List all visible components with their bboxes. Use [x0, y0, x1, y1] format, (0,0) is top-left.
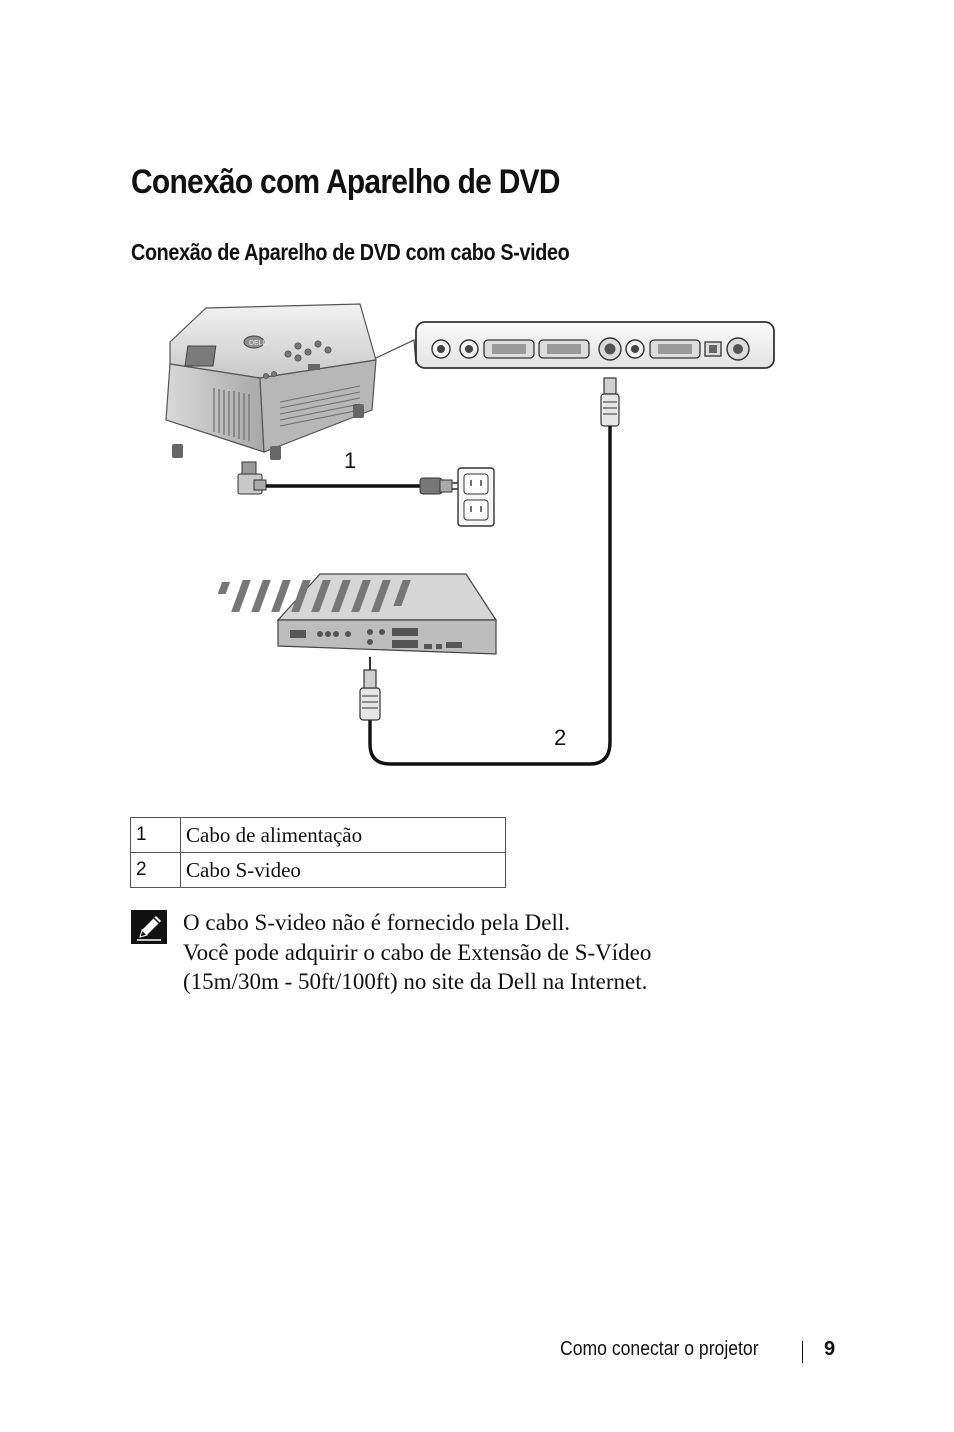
projector	[166, 304, 376, 460]
legend-number: 1	[131, 818, 181, 853]
note-pencil-icon	[131, 910, 167, 944]
legend-label: Cabo de alimentação	[181, 818, 506, 853]
page-title: Conexão com Aparelho de DVD	[131, 163, 560, 201]
dvd-player	[218, 574, 496, 654]
note-line: Você pode adquirir o cabo de Extensão de S-Vídeo	[183, 939, 652, 965]
footer-separator	[802, 1341, 803, 1363]
legend-number: 2	[131, 853, 181, 888]
projector-logo: DELL	[249, 340, 267, 347]
note-line: O cabo S-video não é fornecido pela Dell.	[183, 910, 571, 935]
note-text	[183, 908, 651, 997]
legend-label: Cabo S-video	[181, 853, 506, 888]
footer-section-title: Como conectar o projetor	[560, 1338, 759, 1360]
table-row	[131, 853, 506, 888]
section-subtitle: Conexão de Aparelho de DVD com cabo S-video	[131, 239, 570, 265]
callout-2: 2	[554, 725, 567, 750]
connector-panel	[416, 322, 774, 368]
legend-table	[130, 817, 506, 888]
table-row	[131, 818, 506, 853]
page-number: 9	[824, 1338, 836, 1360]
s-video-cable	[360, 378, 619, 764]
connection-diagram	[148, 302, 778, 770]
wall-outlet	[458, 468, 494, 526]
note-line: (15m/30m - 50ft/100ft) no site da Dell na Internet.	[183, 969, 648, 994]
callout-1: 1	[344, 448, 357, 473]
